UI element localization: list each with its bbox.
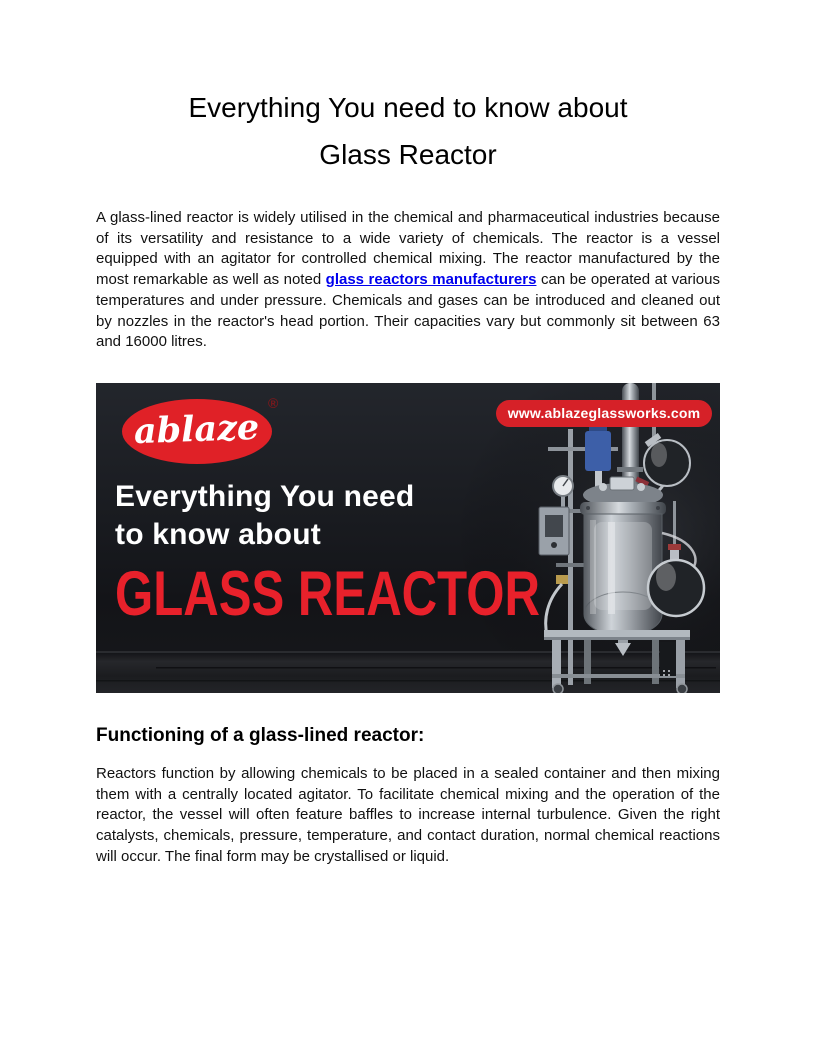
glass-reactors-manufacturers-link[interactable]: glass reactors manufacturers [325,271,537,289]
banner-image [96,383,720,693]
website-url: www.ablazeglassworks.com [507,405,701,422]
page-title-line2: Glass Reactor [319,139,497,170]
page-title-line1: Everything You need to know about [188,92,628,123]
registered-trademark-icon: ® [268,394,279,411]
banner-highlight-text: GLASS REACTOR [115,558,541,629]
banner-heading-line2: to know about [115,517,321,551]
document-body [0,84,816,867]
intro-paragraph [96,208,720,353]
intro-text-before-link: A glass-lined reactor is widely utilised in the chemical and pharmaceutical industries because of its versatility and resistance to a wide variety of chemicals. The reactor is a vessel equipped with an agitator for controlled chemical mixing. The reactor manufactured by the most remarkable as well as noted [96,209,720,289]
section-paragraph: Reactors function by allowing chemicals to be placed in a sealed container and then mixing them with a centrally located agitator. To facilitate chemical mixing and the operation of the reactor, the vessel will often feature baffles to increase internal turbulence. Given the right catalysts, chemicals, pressure, temperature, and contact duration, normal chemical reactions will occur. The final form may be crystallised or liquid. [96,764,720,865]
ablaze-logo [122,399,272,464]
banner-heading-line1: Everything You need [115,479,415,513]
ablaze-logo-text: ablaze [133,406,261,453]
section-heading: Functioning of a glass-lined reactor: [96,724,425,746]
banner-heading [115,478,414,554]
intro-text-after-link: can be operated at various temperatures and under pressure. Chemicals and gases can be introduced and cleaned out by nozzles in the reactor's head portion. Their capacities vary but commonly sit between 63 and 16000 litres. [96,271,720,351]
page-title [96,84,720,178]
website-pill [496,400,712,427]
